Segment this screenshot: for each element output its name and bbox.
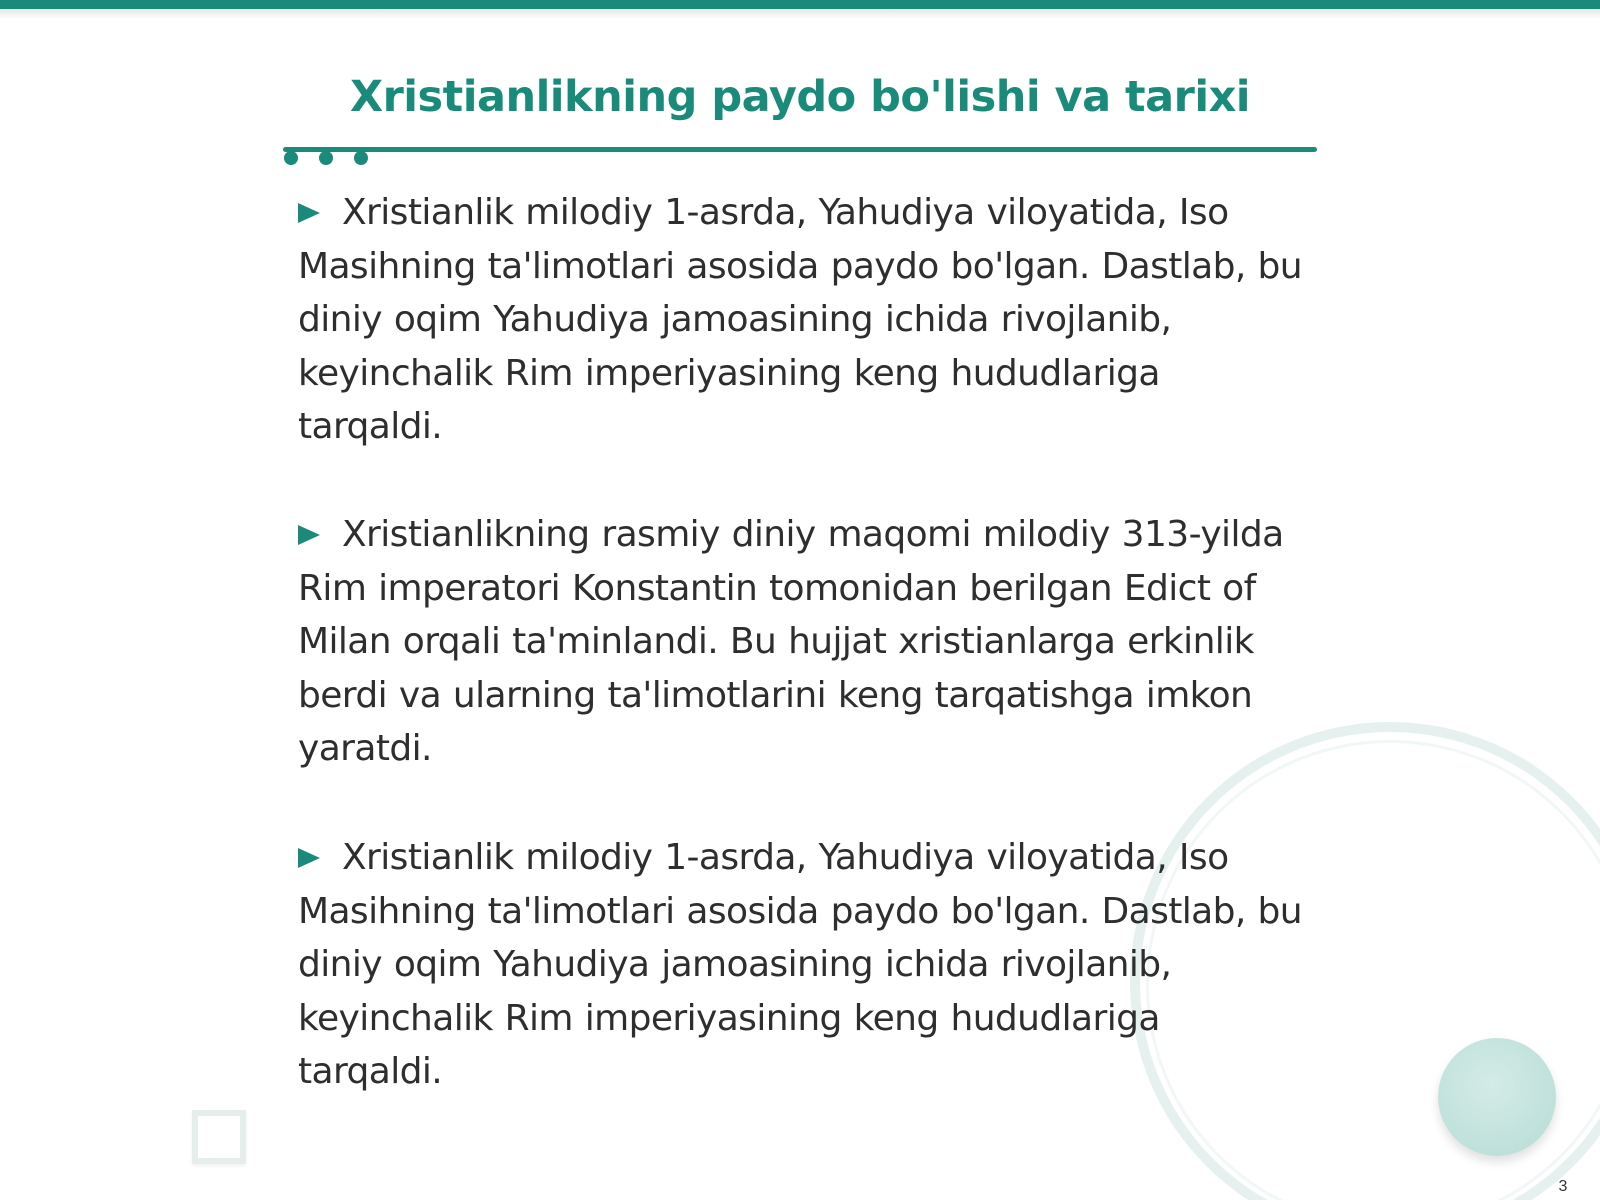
underline-dot <box>284 151 298 165</box>
decorative-circle <box>1438 1038 1556 1156</box>
slide-title: Xristianlikning paydo bo'lishi va tarixi <box>349 72 1251 122</box>
triangle-right-icon <box>298 848 320 868</box>
bullet-paragraph-3 <box>298 831 1308 1099</box>
underline-dot <box>319 151 333 165</box>
bullet-text: Xristianlik milodiy 1-asrda, Yahudiya viloyatida, Iso Masihning ta'limotlari asosida paydo bo'lgan. Dastlab, bu diniy oqim Yahudiya jamoasining ichida rivojlanib, keyinchalik Rim imperiyasining keng hududlariga tarqaldi. <box>298 192 1303 447</box>
top-bar-shadow <box>0 9 1600 19</box>
title-underline <box>283 147 1317 152</box>
decorative-square <box>192 1110 246 1164</box>
bullet-paragraph-2 <box>298 508 1308 776</box>
triangle-right-icon <box>298 525 320 545</box>
page-number: 3 <box>1558 1178 1568 1195</box>
top-accent-bar <box>0 0 1600 9</box>
triangle-right-icon <box>298 203 320 223</box>
bullet-paragraph-1 <box>298 186 1308 454</box>
bullet-text: Xristianlikning rasmiy diniy maqomi milodiy 313-yilda Rim imperatori Konstantin tomonidan berilgan Edict of Milan orqali ta'minlandi. Bu hujjat xristianlarga erkinlik berdi va ularning ta'limotlarini keng tarqatishga imkon yaratdi. <box>298 514 1284 769</box>
underline-dot <box>354 151 368 165</box>
bullet-text: Xristianlik milodiy 1-asrda, Yahudiya viloyatida, Iso Masihning ta'limotlari asosida paydo bo'lgan. Dastlab, bu diniy oqim Yahudiya jamoasining ichida rivojlanib, keyinchalik Rim imperiyasining keng hududlariga tarqaldi. <box>298 837 1303 1092</box>
